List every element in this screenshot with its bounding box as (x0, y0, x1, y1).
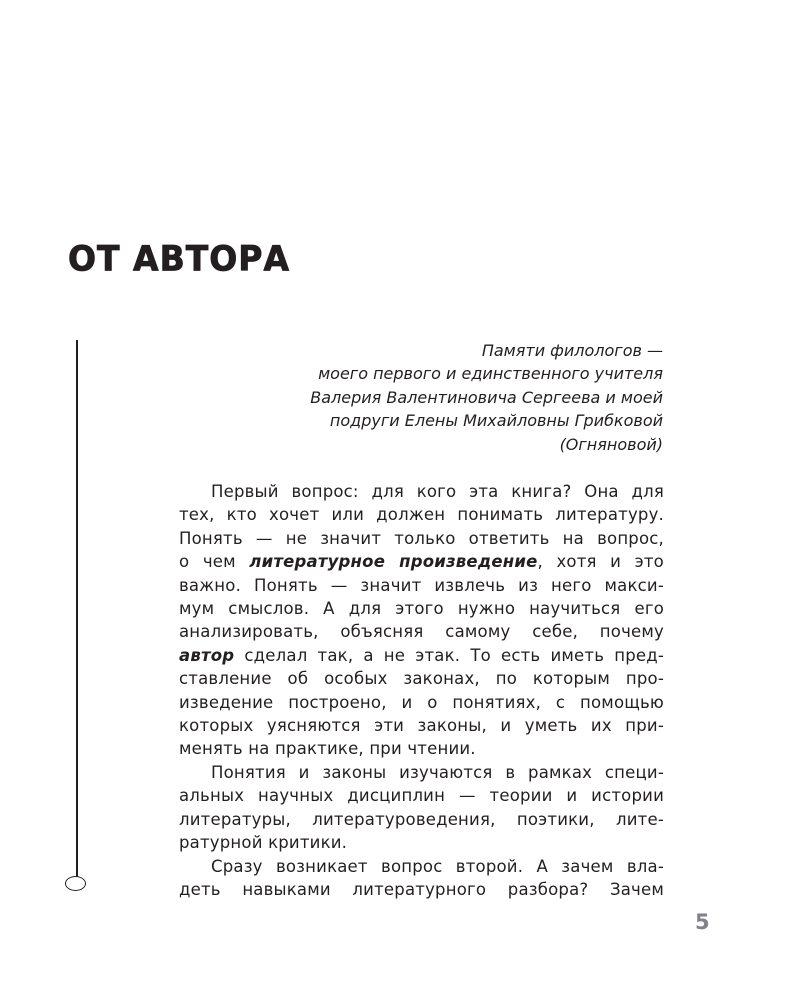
body-line: альных научных дисциплин — теории и истории (179, 786, 664, 806)
epigraph (203, 339, 663, 456)
body-line: Понять — не значит только ответить на вопрос, (179, 528, 664, 548)
body-line: о чем литературное произведение, хотя и это (179, 552, 664, 572)
body-line: литературы, литературоведения, поэтики, лите- (179, 809, 664, 829)
chapter-title: ОТ АВТОРА (68, 238, 291, 279)
body-line: Первый вопрос: для кого эта книга? Она для (211, 482, 664, 501)
body-line: ратурной критики. (179, 833, 348, 853)
epigraph-line: Валерия Валентиновича Сергеева и моей (310, 387, 663, 407)
body-line: менять на практике, при чтении. (179, 739, 476, 759)
body-line: деть навыками литературного разбора? Зачем (179, 879, 664, 899)
term-emphasis: автор (179, 645, 235, 665)
body-line: автор сделал так, а не этак. То есть иметь пред- (179, 645, 664, 665)
body-text (179, 480, 664, 901)
body-line: тех, кто хочет или должен понимать литературу. (179, 505, 664, 525)
epigraph-line: (Огняновой) (559, 434, 663, 454)
epigraph-line: Памяти филологов — (481, 341, 663, 360)
margin-vertical-rule (76, 340, 78, 877)
epigraph-line: подруги Елены Михайловны Грибковой (329, 411, 663, 431)
body-line: важно. Понять — значит извлечь из него макси- (179, 575, 664, 595)
body-line: Понятия и законы изучаются в рамках специ- (211, 762, 664, 782)
page-number: 5 (695, 910, 710, 934)
epigraph-line: моего первого и единственного учителя (318, 364, 663, 384)
body-line: анализировать, объясняя самому себе, почему (179, 622, 664, 642)
body-line: которых уясняются эти законы, и уметь их при- (179, 716, 664, 736)
margin-rule-circle-ornament (65, 876, 86, 891)
body-line: Сразу возникает вопрос второй. А зачем вла- (211, 856, 664, 876)
body-line: ставление об особых законах, по которым про- (179, 669, 664, 689)
body-line: мум смыслов. А для этого нужно научиться его (179, 599, 664, 619)
body-line: изведение построено, и о понятиях, с помощью (179, 692, 664, 712)
term-emphasis: литературное произведение (249, 552, 538, 572)
